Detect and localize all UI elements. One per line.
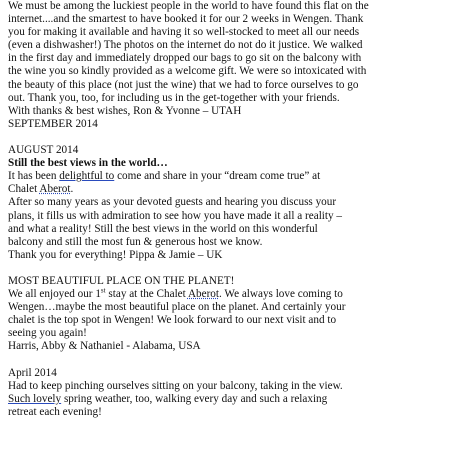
spacer [8, 131, 444, 144]
text-fragment: come and share in your “dream come true” at [114, 170, 321, 183]
entry-alabama [8, 275, 444, 354]
entry-april [8, 367, 444, 419]
spacer [8, 354, 444, 367]
signature-line: With thanks & best wishes, Ron & Yvonne – UTAH [8, 104, 242, 117]
entry-heading: MOST BEAUTIFUL PLACE ON THE PLANET! [8, 274, 235, 287]
text-fragment: . [70, 183, 74, 196]
signature-line: Thank you for everything! Pippa & Jamie – UK [8, 248, 223, 261]
signature-line: Harris, Abby & Nathaniel - Alabama, USA [8, 340, 201, 353]
ordinal-suffix: st [100, 286, 106, 295]
underlined-text: delightful to [59, 170, 115, 183]
text-line [8, 170, 444, 183]
text-fragment: We all enjoyed our 1 [8, 288, 101, 301]
entry-date: SEPTEMBER 2014 [8, 117, 98, 130]
text-line: We must be among the luckiest people in the world to have found this flat on the [8, 0, 369, 12]
text-fragment: stay at the Chalet [105, 288, 188, 301]
text-line: After so many years as your devoted guests and hearing you discuss your [8, 196, 337, 209]
text-line: in the first day and immediately dropped our bags to go sit on the balcony with [8, 52, 362, 65]
spacer [8, 262, 444, 275]
text-line: seeing you again! [8, 327, 87, 340]
text-fragment: It has been [8, 170, 60, 183]
entry-date: April 2014 [8, 366, 57, 379]
entry-date: AUGUST 2014 [8, 144, 79, 157]
text-line [8, 288, 444, 301]
text-line: chalet is the top spot in Wengen! We look forward to our next visit and to [8, 314, 337, 327]
text-fragment: . We always love coming to [219, 288, 343, 301]
entry-uk [8, 144, 444, 262]
text-line: and what a reality! Still the best views in the world on this wonderful [8, 222, 318, 235]
entry-utah [8, 0, 444, 131]
guestbook-page [8, 0, 444, 450]
spellcheck-text: Aberot [187, 288, 220, 301]
text-line: out. Thank you, too, for including us in the get-together with your friends. [8, 91, 340, 104]
text-line: internet....and the smartest to have booked it for our 2 weeks in Wengen. Thank [8, 13, 364, 26]
text-line: the beauty of this place (not just the wine) that we had to force ourselves to go [8, 78, 359, 91]
text-line: plans, it fills us with admiration to see how you have made it all a reality – [8, 209, 342, 222]
spellcheck-text: Aberot [39, 183, 71, 196]
text-fragment: spring weather, too, walking every day and such a relaxing [61, 392, 328, 405]
text-line: you for making it available and having it so well-stocked to meet all our needs [8, 26, 360, 39]
entry-heading: Still the best views in the world… [8, 157, 168, 170]
text-line: retreat each evening! [8, 405, 102, 418]
text-line: Wengen…maybe the most beautiful place on the planet. And certainly your [8, 301, 346, 314]
text-line: balcony and still the most fun & generous host we know. [8, 235, 263, 248]
text-fragment: Chalet [8, 183, 40, 196]
underlined-text: Such lovely [8, 392, 62, 405]
text-line: the wine you so kindly provided as a welcome gift. We were so intoxicated with [8, 65, 367, 78]
text-line [8, 393, 444, 406]
text-line: Had to keep pinching ourselves sitting on your balcony, taking in the view. [8, 379, 343, 392]
text-line [8, 183, 444, 196]
text-line: (even a dishwasher!) The photos on the internet do not do it justice. We walked [8, 39, 363, 52]
